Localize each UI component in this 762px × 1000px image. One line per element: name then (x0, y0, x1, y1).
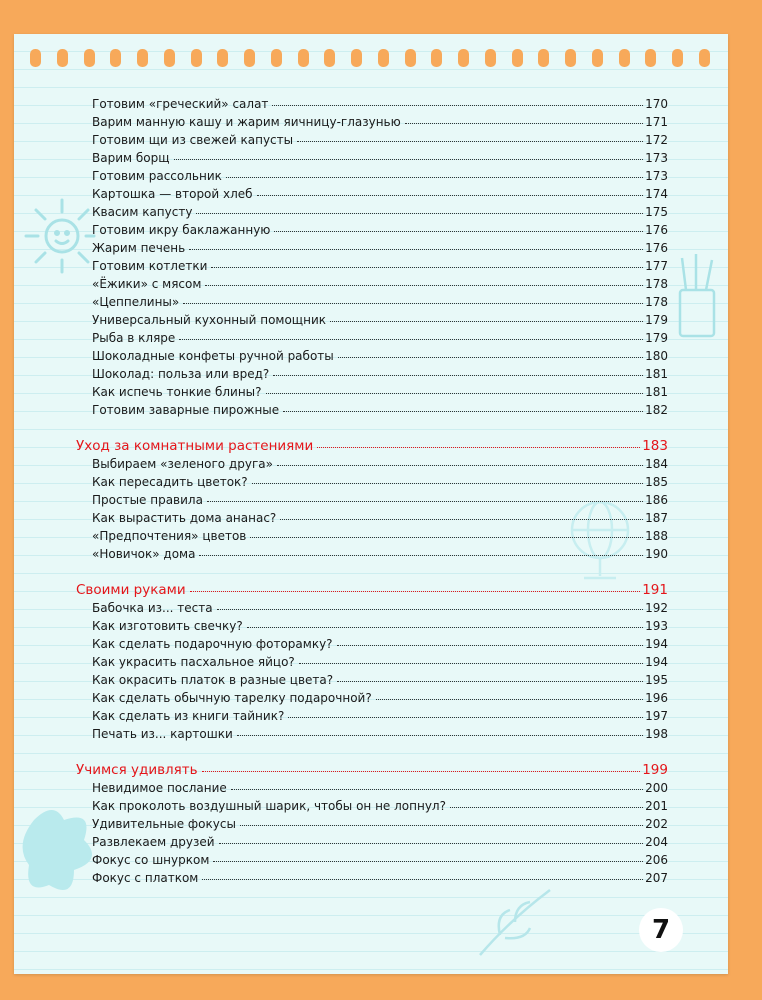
toc-entry-page: 202 (645, 817, 668, 831)
toc-entry-title: «Цеппелины» (92, 295, 180, 309)
toc-entry-page: 182 (645, 403, 668, 417)
toc-entry-title: Удивительные фокусы (92, 817, 236, 831)
dot-leader (273, 365, 643, 376)
toc-entry-page: 199 (642, 762, 668, 778)
toc-section-heading[interactable] (76, 438, 668, 454)
toc-entry-page: 181 (645, 385, 668, 399)
toc-entry-title: Готовим «греческий» салат (92, 97, 269, 111)
dot-leader (189, 239, 643, 250)
toc-section-heading[interactable] (76, 762, 668, 778)
toc-entry-title: Как окрасить платок в разные цвета? (92, 673, 334, 687)
toc-entry[interactable] (92, 546, 668, 562)
toc-entry[interactable] (92, 870, 668, 886)
toc-entry-title: Своими руками (76, 582, 186, 598)
toc-entry[interactable] (92, 240, 668, 256)
toc-entry[interactable] (92, 456, 668, 472)
dot-leader (226, 167, 643, 178)
toc-entry-title: Как сделать из книги тайник? (92, 709, 285, 723)
dot-leader (196, 203, 643, 214)
dot-leader (450, 797, 643, 808)
dot-leader (277, 455, 643, 466)
toc-entry-title: Невидимое послание (92, 781, 227, 795)
toc-entry-page: 172 (645, 133, 668, 147)
dot-leader (217, 599, 644, 610)
toc-entry[interactable] (92, 636, 668, 652)
toc-entry[interactable] (92, 654, 668, 670)
toc-entry-page: 173 (645, 151, 668, 165)
toc-entry-page: 197 (645, 709, 668, 723)
toc-entry-title: Готовим рассольник (92, 169, 222, 183)
dot-leader (266, 383, 644, 394)
toc-entry[interactable] (92, 258, 668, 274)
toc-entry-title: Как пересадить цветок? (92, 475, 248, 489)
toc-entry[interactable] (92, 474, 668, 490)
toc-entry[interactable] (92, 618, 668, 634)
toc-entry-page: 184 (645, 457, 668, 471)
dot-leader (213, 851, 643, 862)
dot-leader (283, 401, 643, 412)
toc-entry-title: Готовим щи из свежей капусты (92, 133, 294, 147)
dot-leader (274, 221, 643, 232)
toc-entry[interactable] (92, 132, 668, 148)
page-number (639, 908, 683, 952)
toc-entry-page: 195 (645, 673, 668, 687)
toc-entry-title: Учимся удивлять (76, 762, 198, 778)
toc-entry[interactable] (92, 798, 668, 814)
toc-entry[interactable] (92, 852, 668, 868)
dot-leader (317, 437, 640, 448)
dot-leader (219, 833, 644, 844)
dot-leader (190, 581, 641, 592)
dot-leader (237, 725, 643, 736)
toc-entry[interactable] (92, 312, 668, 328)
toc-entry-page: 175 (645, 205, 668, 219)
toc-entry-title: Развлекаем друзей (92, 835, 215, 849)
dot-leader (337, 635, 644, 646)
toc-entry-title: Шоколад: польза или вред? (92, 367, 270, 381)
toc-entry-page: 193 (645, 619, 668, 633)
toc-entry-page: 187 (645, 511, 668, 525)
dot-leader (240, 815, 643, 826)
dot-leader (199, 545, 643, 556)
toc-entry[interactable] (92, 114, 668, 130)
toc-entry-page: 194 (645, 637, 668, 651)
dot-leader (272, 95, 643, 106)
toc-entry-page: 177 (645, 259, 668, 273)
toc-entry-title: «Новичок» дома (92, 547, 196, 561)
toc-entry[interactable] (92, 690, 668, 706)
toc-entry-page: 183 (642, 438, 668, 454)
toc-entry-page: 180 (645, 349, 668, 363)
toc-entry-page: 179 (645, 313, 668, 327)
toc-entry-title: Как сделать обычную тарелку подарочной? (92, 691, 372, 705)
dot-leader (337, 671, 643, 682)
toc-entry-page: 185 (645, 475, 668, 489)
dot-leader (330, 311, 643, 322)
toc-entry-page: 207 (645, 871, 668, 885)
toc-entry-title: Рыба в кляре (92, 331, 176, 345)
toc-entry-page: 170 (645, 97, 668, 111)
toc-entry[interactable] (92, 186, 668, 202)
toc-section-heading[interactable] (76, 582, 668, 598)
dot-leader (376, 689, 643, 700)
dot-leader (338, 347, 643, 358)
toc-entry-title: Фокус с платком (92, 871, 199, 885)
toc-entry-page: 192 (645, 601, 668, 615)
dot-leader (231, 779, 643, 790)
toc-entry[interactable] (92, 528, 668, 544)
toc-entry-page: 198 (645, 727, 668, 741)
toc-entry[interactable] (92, 402, 668, 418)
toc-entry-title: Варим манную кашу и жарим яичницу-глазунью (92, 115, 401, 129)
toc-entry[interactable] (92, 276, 668, 292)
toc-entry-title: Как украсить пасхальное яйцо? (92, 655, 295, 669)
page-number-label: 7 (651, 915, 671, 945)
toc-entry-title: Уход за комнатными растениями (76, 438, 314, 454)
toc-entry-page: 178 (645, 277, 668, 291)
dot-leader (202, 869, 643, 880)
toc-entry[interactable] (92, 222, 668, 238)
toc-entry-title: Как проколоть воздушный шарик, чтобы он не лопнул? (92, 799, 446, 813)
toc-entry-title: Готовим котлетки (92, 259, 208, 273)
toc-entry[interactable] (92, 816, 668, 832)
toc-entry-page: 206 (645, 853, 668, 867)
toc-entry-page: 178 (645, 295, 668, 309)
toc-entry-title: Как сделать подарочную фоторамку? (92, 637, 333, 651)
toc-entry[interactable] (92, 834, 668, 850)
toc-entry-page: 191 (642, 582, 668, 598)
dot-leader (288, 707, 643, 718)
dot-leader (183, 293, 643, 304)
dot-leader (280, 509, 643, 520)
toc-entry-title: Как испечь тонкие блины? (92, 385, 262, 399)
dot-leader (207, 491, 643, 502)
toc-entry-page: 194 (645, 655, 668, 669)
toc-entry-page: 174 (645, 187, 668, 201)
toc-entry-page: 201 (645, 799, 668, 813)
toc-entry-title: Готовим заварные пирожные (92, 403, 280, 417)
toc-entry[interactable] (92, 708, 668, 724)
toc-entry[interactable] (92, 780, 668, 796)
toc-entry-page: 190 (645, 547, 668, 561)
toc-entry[interactable] (92, 168, 668, 184)
dot-leader (297, 131, 643, 142)
toc-entry-title: Как вырастить дома ананас? (92, 511, 277, 525)
toc-entry[interactable] (92, 96, 668, 112)
toc-entry[interactable] (92, 204, 668, 220)
toc-entry-title: Фокус со шнурком (92, 853, 210, 867)
toc-entry[interactable] (92, 492, 668, 508)
toc-entry-title: «Предпочтения» цветов (92, 529, 247, 543)
toc-entry-page: 176 (645, 223, 668, 237)
dot-leader (174, 149, 644, 160)
toc-entry-title: Как изготовить свечку? (92, 619, 243, 633)
toc-entry[interactable] (92, 294, 668, 310)
toc-entry-page: 186 (645, 493, 668, 507)
dot-leader (257, 185, 644, 196)
toc-entry-page: 204 (645, 835, 668, 849)
toc-entry-page: 176 (645, 241, 668, 255)
dot-leader (202, 761, 641, 772)
toc-entry-page: 173 (645, 169, 668, 183)
toc-entry-title: Варим борщ (92, 151, 170, 165)
dot-leader (247, 617, 643, 628)
toc-entry-title: Универсальный кухонный помощник (92, 313, 327, 327)
toc-entry-title: Шоколадные конфеты ручной работы (92, 349, 334, 363)
toc-entry-page: 196 (645, 691, 668, 705)
dot-leader (205, 275, 643, 286)
toc-entry-page: 200 (645, 781, 668, 795)
toc-entry[interactable] (92, 150, 668, 166)
dot-leader (250, 527, 643, 538)
toc-entry-title: Картошка — второй хлеб (92, 187, 253, 201)
toc-entry-title: Готовим икру баклажанную (92, 223, 271, 237)
dot-leader (211, 257, 643, 268)
dot-leader (299, 653, 643, 664)
toc-entry-title: Выбираем «зеленого друга» (92, 457, 273, 471)
toc-entry[interactable] (92, 600, 668, 616)
dot-leader (252, 473, 643, 484)
dot-leader (405, 113, 643, 124)
toc-entry-page: 188 (645, 529, 668, 543)
toc-entry-title: Жарим печень (92, 241, 186, 255)
toc-entry-page: 181 (645, 367, 668, 381)
toc-entry[interactable] (92, 726, 668, 742)
toc-entry[interactable] (92, 384, 668, 400)
toc-entry[interactable] (92, 672, 668, 688)
toc-entry[interactable] (92, 330, 668, 346)
toc-entry[interactable] (92, 510, 668, 526)
toc-entry-title: «Ёжики» с мясом (92, 277, 202, 291)
toc-entry-title: Простые правила (92, 493, 203, 507)
toc-entry[interactable] (92, 348, 668, 364)
toc-entry[interactable] (92, 366, 668, 382)
dot-leader (179, 329, 643, 340)
toc-entry-title: Печать из... картошки (92, 727, 233, 741)
toc-entry-title: Бабочка из... теста (92, 601, 213, 615)
toc-entry-title: Квасим капусту (92, 205, 193, 219)
toc-entry-page: 179 (645, 331, 668, 345)
toc-entry-page: 171 (645, 115, 668, 129)
